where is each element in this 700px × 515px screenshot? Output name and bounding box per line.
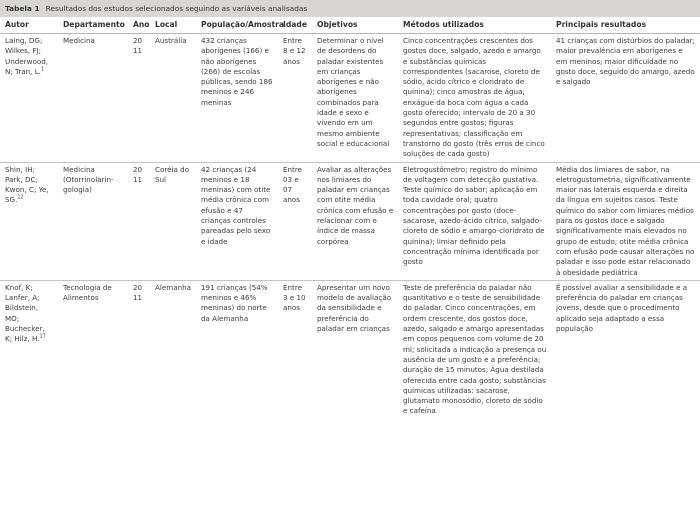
cell-idade: Entre 03 e 07 anos xyxy=(278,162,312,280)
cell-populacao: 191 crianças (54% meninos e 46% meninas) do norte da Alemanha xyxy=(201,282,268,323)
table-label: Tabela 1 xyxy=(5,4,40,13)
cell-objetivos: Apresentar um novo modelo de avaliação da sensibilidade e preferência do paladar em crianças xyxy=(317,282,392,334)
cell-resultados: Média dos limiares de sabor, na eletrogustometria, significativamente maior nas laterais esquerda e direita da língua em sujeitos casos. Teste químico do sabor com limiares médios para os gostos doce e salgado significativamente mais elevados no grupo de estudo; otite média crônica com efusão pode causar alterações no paladar e isso pode estar relacionado à obesidade pediátrica xyxy=(551,162,700,280)
header-departamento: Departamento xyxy=(58,17,128,34)
cell-ano: 2011 xyxy=(133,282,143,303)
cell-idade: Entre 3 e 10 anos xyxy=(283,282,306,313)
cell-objetivos: Avaliar as alterações nos limiares do paladar em crianças com otite média crônica com efusão e relacionar com o índice de massa corpórea xyxy=(312,162,398,280)
cell-resultados: 41 crianças com distúrbios do paladar; maior prevalência em aborígenes e em meninos; maior dificuldade no gosto doce, seguido do amargo, azedo e salgado xyxy=(551,34,700,163)
header-metodos: Métodos utilizados xyxy=(398,17,551,34)
table-row xyxy=(0,280,700,418)
cell-departamento: Medicina xyxy=(58,34,128,163)
header-ano: Ano xyxy=(128,17,150,34)
table-caption xyxy=(0,0,700,17)
cell-populacao: 432 crianças aborígenes (166) e não aborígenes (266) de escolas públicas, sendo 186 meninos e 246 meninas xyxy=(196,34,278,163)
cell-autor: Knof, K; Lanfer, A; Bildstein, MO; Buchecker, K; Hilz, H.$^{17}$ xyxy=(5,282,46,344)
cell-local: Austrália xyxy=(150,34,196,163)
cell-departamento: Medicina (Otorrinolarin-gologia) xyxy=(58,162,128,280)
header-idade: Idade xyxy=(278,17,312,34)
cell-resultados: É possível avaliar a sensibilidade e a preferência do paladar em crianças jovens, desde que o procedimento aplicado seja adaptado a essa população xyxy=(556,282,688,334)
cell-metodos: Teste de preferência do paladar não quantitativo e o teste de sensibilidade do paladar. Cinco concentrações, em ordem crescente, dos gostos doce, azedo, salgado e amargo apresentadas em copos pequenos com volume de 20 ml; solicitada a indicação a presença ou ausência de um gosto e a preferência; duração de 15 minutos; Água destilada oferecida entre cada gosto; substâncias químicas utilizadas: sacarose, glutamato monosódio, cloreto de sódio e cafeína xyxy=(403,282,547,416)
cell-ano: 2011 xyxy=(128,34,150,163)
header-objetivos: Objetivos xyxy=(312,17,398,34)
cell-ano: 2011 xyxy=(128,162,150,280)
cell-departamento: Tecnologia de Alimentos xyxy=(63,282,112,303)
header-populacao: População/Amostra xyxy=(196,17,278,34)
cell-autor: Laing, DG; Wilkes, FJ; Underwood, N; Tran, L.$^1$ xyxy=(0,34,58,163)
cell-idade: Entre 8 e 12 anos xyxy=(278,34,312,163)
table-row xyxy=(0,34,700,163)
header-autor: Autor xyxy=(0,17,58,34)
table-row xyxy=(0,162,700,280)
header-local: Local xyxy=(150,17,196,34)
cell-autor: Shin, IH; Park, DC; Kwon, C; Ye, SG.$^{12}$ xyxy=(0,162,58,280)
cell-objetivos: Determinar o nível de desordens do paladar existentes em crianças aborígenes e não aborígenes combinados para idade e sexo e vivendo em um mesmo ambiente social e educacional xyxy=(312,34,398,163)
table-title: Resultados dos estudos selecionados seguindo as variáveis analisadas xyxy=(45,4,308,13)
cell-metodos: Cinco concentrações crescentes dos gostos doce, salgado, azedo e amargo e substâncias químicas correspondentes (sacarose, cloreto de sódio, ácido cítrico e cloridrato de quinina); cinco amostras de água; enxágue da boca com água a cada gosto oferecido; intervalo de 20 a 30 segundos entre gostos; figuras representativas; classificação em transtorno do gosto (três erros de cinco soluções de cada gosto) xyxy=(398,34,551,163)
cell-local: Coréia do Sul xyxy=(150,162,196,280)
results-table xyxy=(0,17,700,419)
cell-local: Alemanha xyxy=(155,282,192,292)
reference-superscript: 12 xyxy=(17,195,24,202)
header-resultados: Principais resultados xyxy=(551,17,700,34)
reference-superscript: 17 xyxy=(39,333,46,340)
cell-populacao: 42 crianças (24 meninos e 18 meninas) com otite média crônica com efusão e 47 crianças controles pareadas pelo sexo e idade xyxy=(196,162,278,280)
cell-metodos: Eletrogustômetro; registro do mínimo de voltagem com detecção gustativa. Teste químico do sabor; aplicação em toda cavidade oral; quatro concentrações por gosto (doce-sacarose, azedo-ácido cítrico, salgado-cloreto de sódio e amargo-cloridrato de quinina); limiar definido pela concentração mínima identificada por gosto xyxy=(398,162,551,280)
reference-superscript: 1 xyxy=(40,66,45,73)
table-header-row xyxy=(0,17,700,34)
